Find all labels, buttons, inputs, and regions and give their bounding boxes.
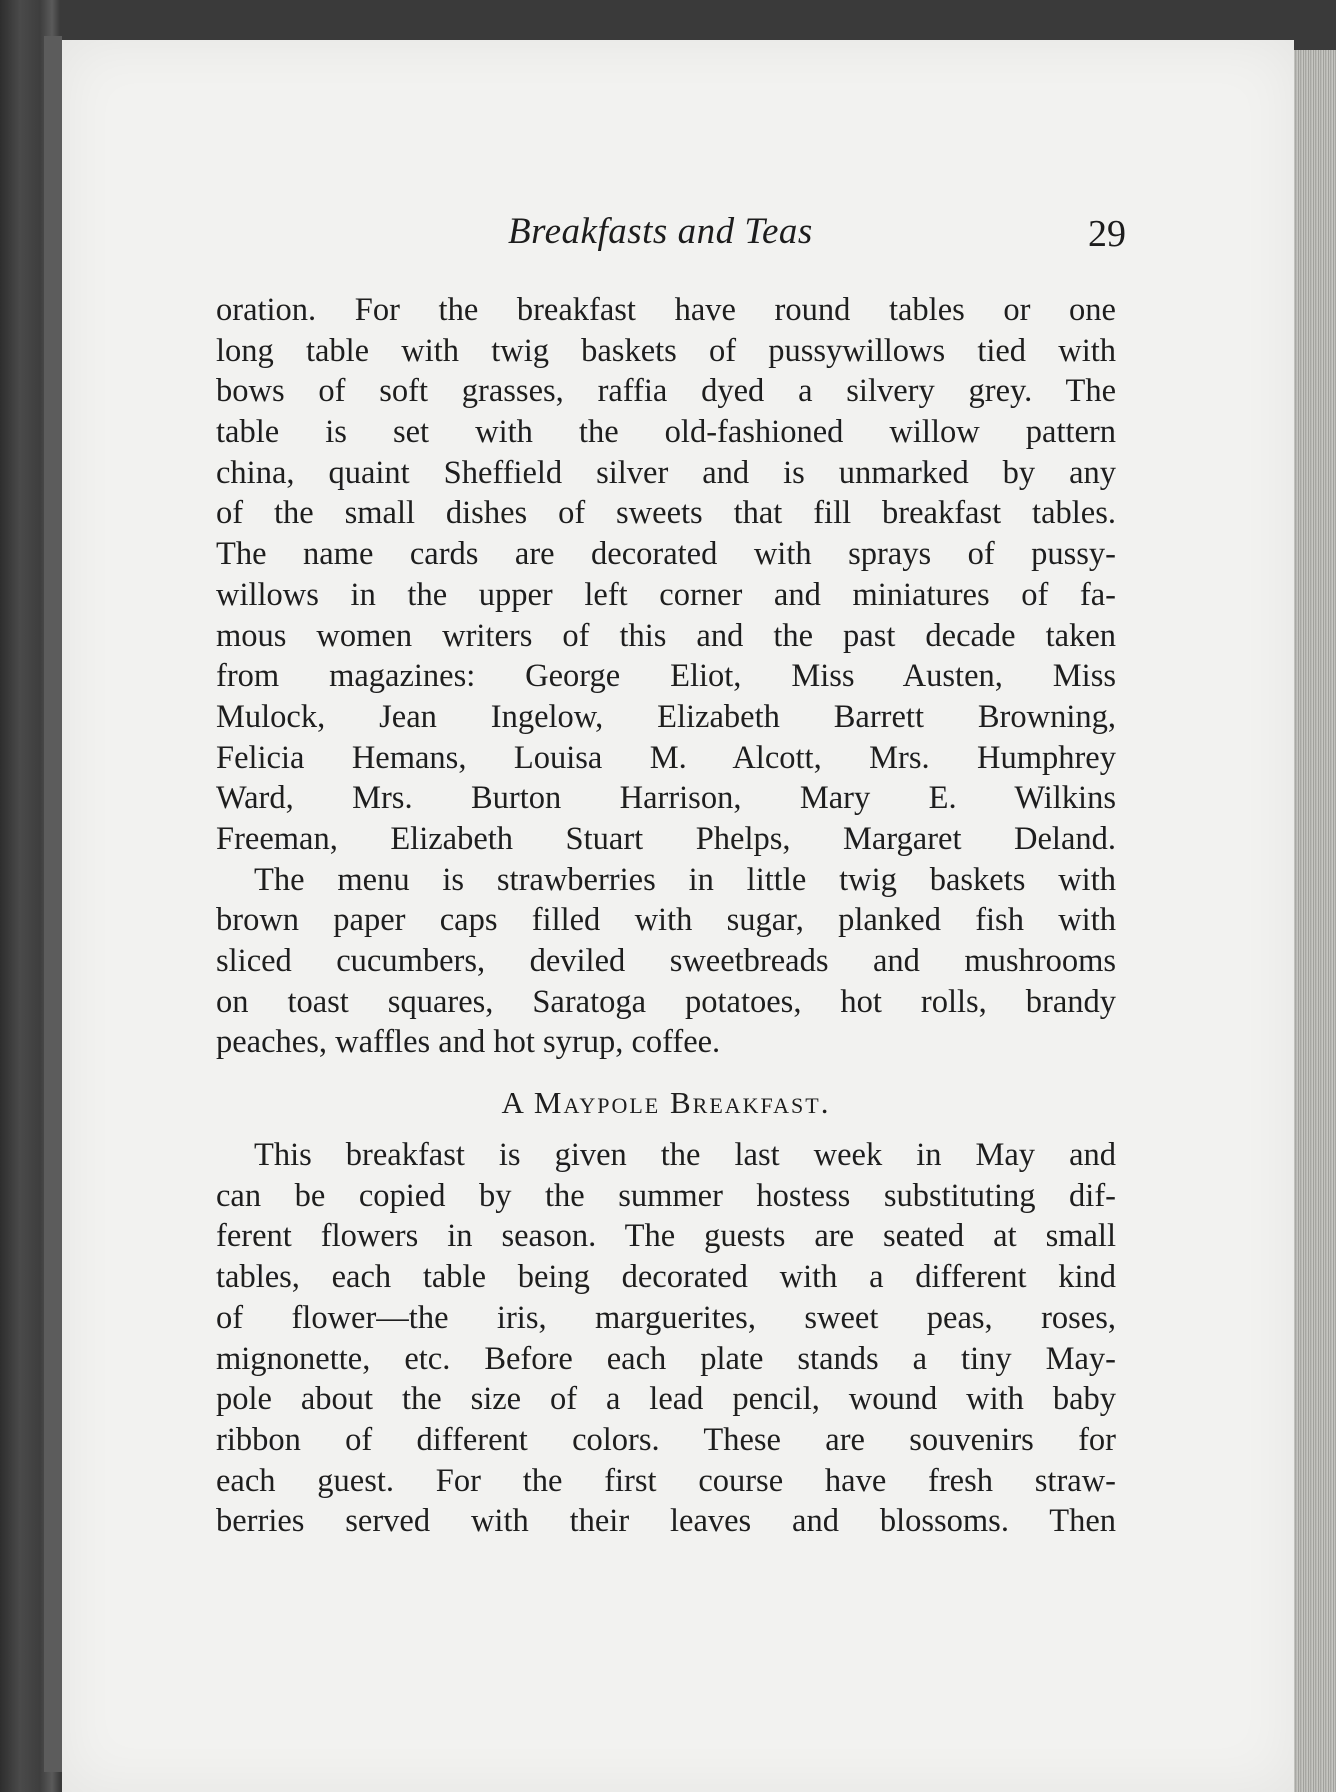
text-line: The menu is strawberries in little twig baskets with — [254, 861, 1116, 898]
paragraph-2 — [216, 860, 1116, 1063]
text-line: ribbon of different colors. These are souvenirs for — [216, 1421, 1116, 1458]
body-text — [216, 290, 1116, 1542]
paragraph-3 — [216, 1135, 1116, 1542]
text-line: Mulock, Jean Ingelow, Elizabeth Barrett Browning, — [216, 698, 1116, 735]
text-line: bows of soft grasses, raffia dyed a silvery grey. The — [216, 373, 1116, 410]
section-heading: A Maypole Breakfast. — [501, 1085, 831, 1121]
text-line: mous women writers of this and the past decade taken — [216, 617, 1116, 654]
text-line: table is set with the old-fashioned willow pattern — [216, 414, 1116, 451]
text-line: of flower—the iris, marguerites, sweet peas, roses, — [216, 1299, 1116, 1336]
text-line: This breakfast is given the last week in May and — [254, 1137, 1116, 1174]
book-binding — [44, 36, 62, 1772]
text-line: The name cards are decorated with sprays of pussy- — [216, 536, 1116, 573]
text-line: ferent flowers in season. The guests are seated at small — [216, 1218, 1116, 1255]
text-line: oration. For the breakfast have round tables or one — [216, 292, 1116, 328]
text-line: Ward, Mrs. Burton Harrison, Mary E. Wilkins — [216, 780, 1116, 817]
paragraph-1 — [216, 290, 1116, 860]
text-line: each guest. For the first course have fresh straw- — [216, 1462, 1116, 1499]
running-title: Breakfasts and Teas — [508, 211, 813, 252]
text-line: willows in the upper left corner and miniatures of fa- — [216, 576, 1116, 613]
text-line: long table with twig baskets of pussywillows tied with — [216, 332, 1116, 369]
text-line: Freeman, Elizabeth Stuart Phelps, Margaret Deland. — [216, 820, 1116, 857]
text-line: Felicia Hemans, Louisa M. Alcott, Mrs. Humphrey — [216, 739, 1116, 776]
page-edges — [1294, 50, 1336, 1792]
page-number: 29 — [1088, 213, 1126, 255]
text-line: berries served with their leaves and blossoms. Then — [216, 1503, 1116, 1540]
text-line: mignonette, etc. Before each plate stands a tiny May- — [216, 1340, 1116, 1377]
text-line: sliced cucumbers, deviled sweetbreads and mushrooms — [216, 943, 1116, 979]
text-line: tables, each table being decorated with a different kind — [216, 1259, 1116, 1296]
page-header — [216, 210, 1126, 270]
text-line: pole about the size of a lead pencil, wound with baby — [216, 1381, 1116, 1418]
text-line: on toast squares, Saratoga potatoes, hot rolls, brandy — [216, 983, 1116, 1020]
text-line: brown paper caps filled with sugar, planked fish with — [216, 902, 1116, 939]
text-line: can be copied by the summer hostess substituting dif- — [216, 1177, 1116, 1214]
text-line: of the small dishes of sweets that fill breakfast tables. — [216, 495, 1116, 532]
text-line: peaches, waffles and hot syrup, coffee. — [216, 1024, 721, 1061]
text-line: china, quaint Sheffield silver and is unmarked by any — [216, 454, 1116, 491]
text-line: from magazines: George Eliot, Miss Austen, Miss — [216, 658, 1116, 695]
